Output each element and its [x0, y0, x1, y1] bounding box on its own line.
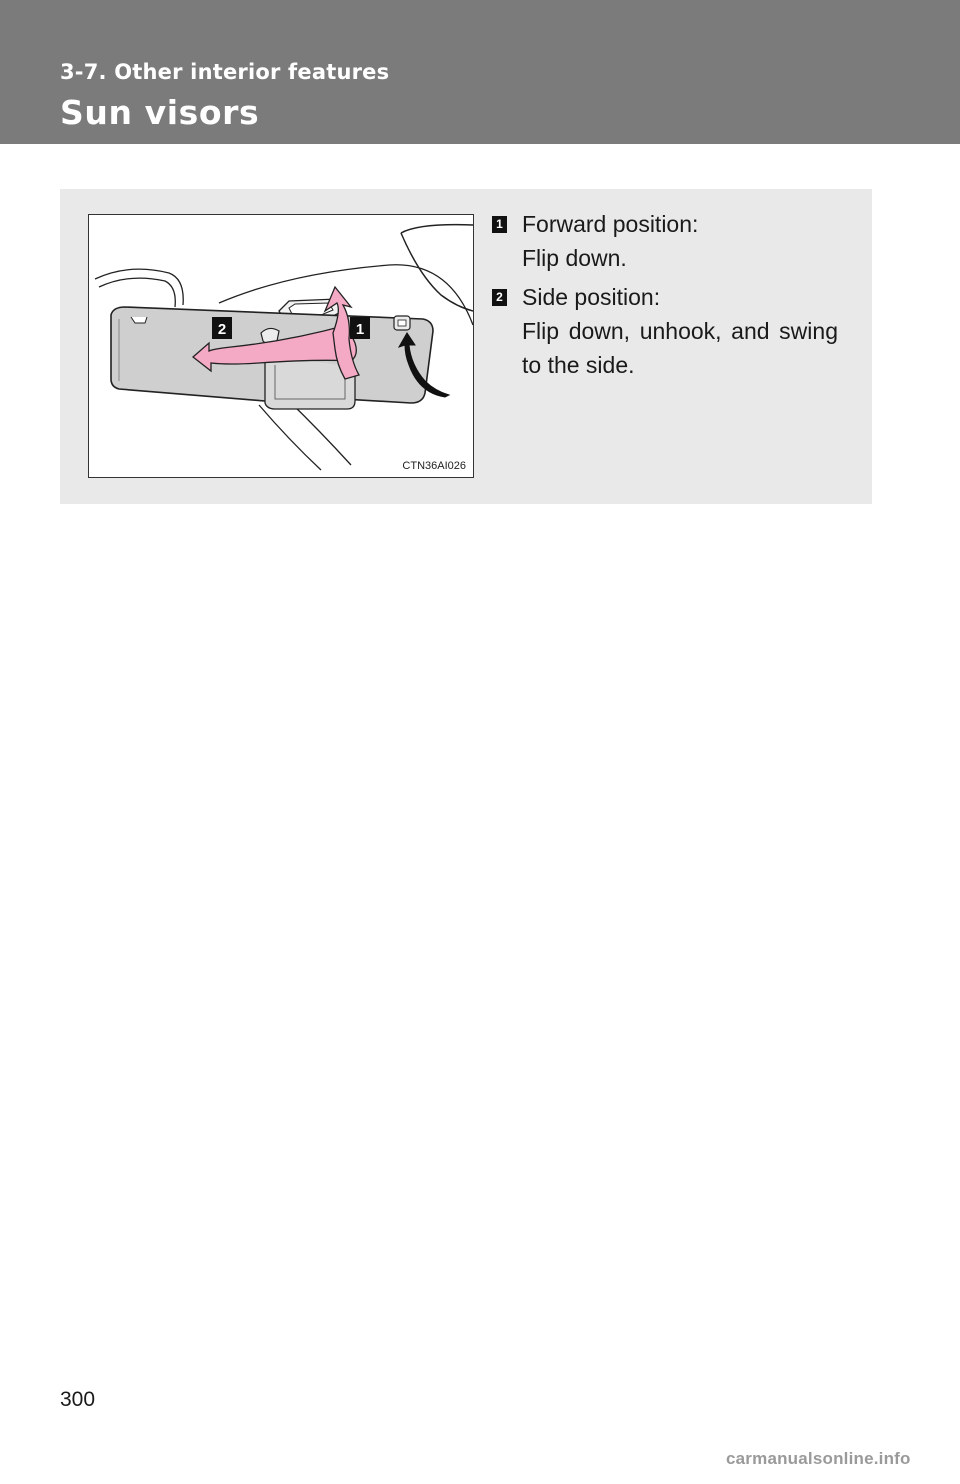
section-label: 3-7. Other interior features: [60, 60, 390, 84]
step-badge-2: 2: [492, 289, 507, 306]
page-number: 300: [60, 1388, 96, 1411]
sun-visor-drawing: [89, 215, 473, 477]
step-badge-1: 1: [492, 216, 507, 233]
callout-1: 1: [355, 321, 365, 338]
watermark-link[interactable]: carmanualsonline.info: [726, 1449, 911, 1468]
figure-code: CTN36AI026: [402, 460, 466, 472]
step-title-1: Forward position:: [522, 211, 699, 237]
step-description-1: Flip down.: [522, 245, 627, 271]
step-title-2: Side position:: [522, 284, 661, 310]
step-description-2: Flip down, unhook, and swing to the side.: [522, 318, 838, 378]
sun-visor-illustration: [88, 214, 474, 478]
page-header: [0, 0, 960, 144]
callout-2: 2: [217, 321, 227, 338]
page-title: Sun visors: [60, 93, 260, 132]
